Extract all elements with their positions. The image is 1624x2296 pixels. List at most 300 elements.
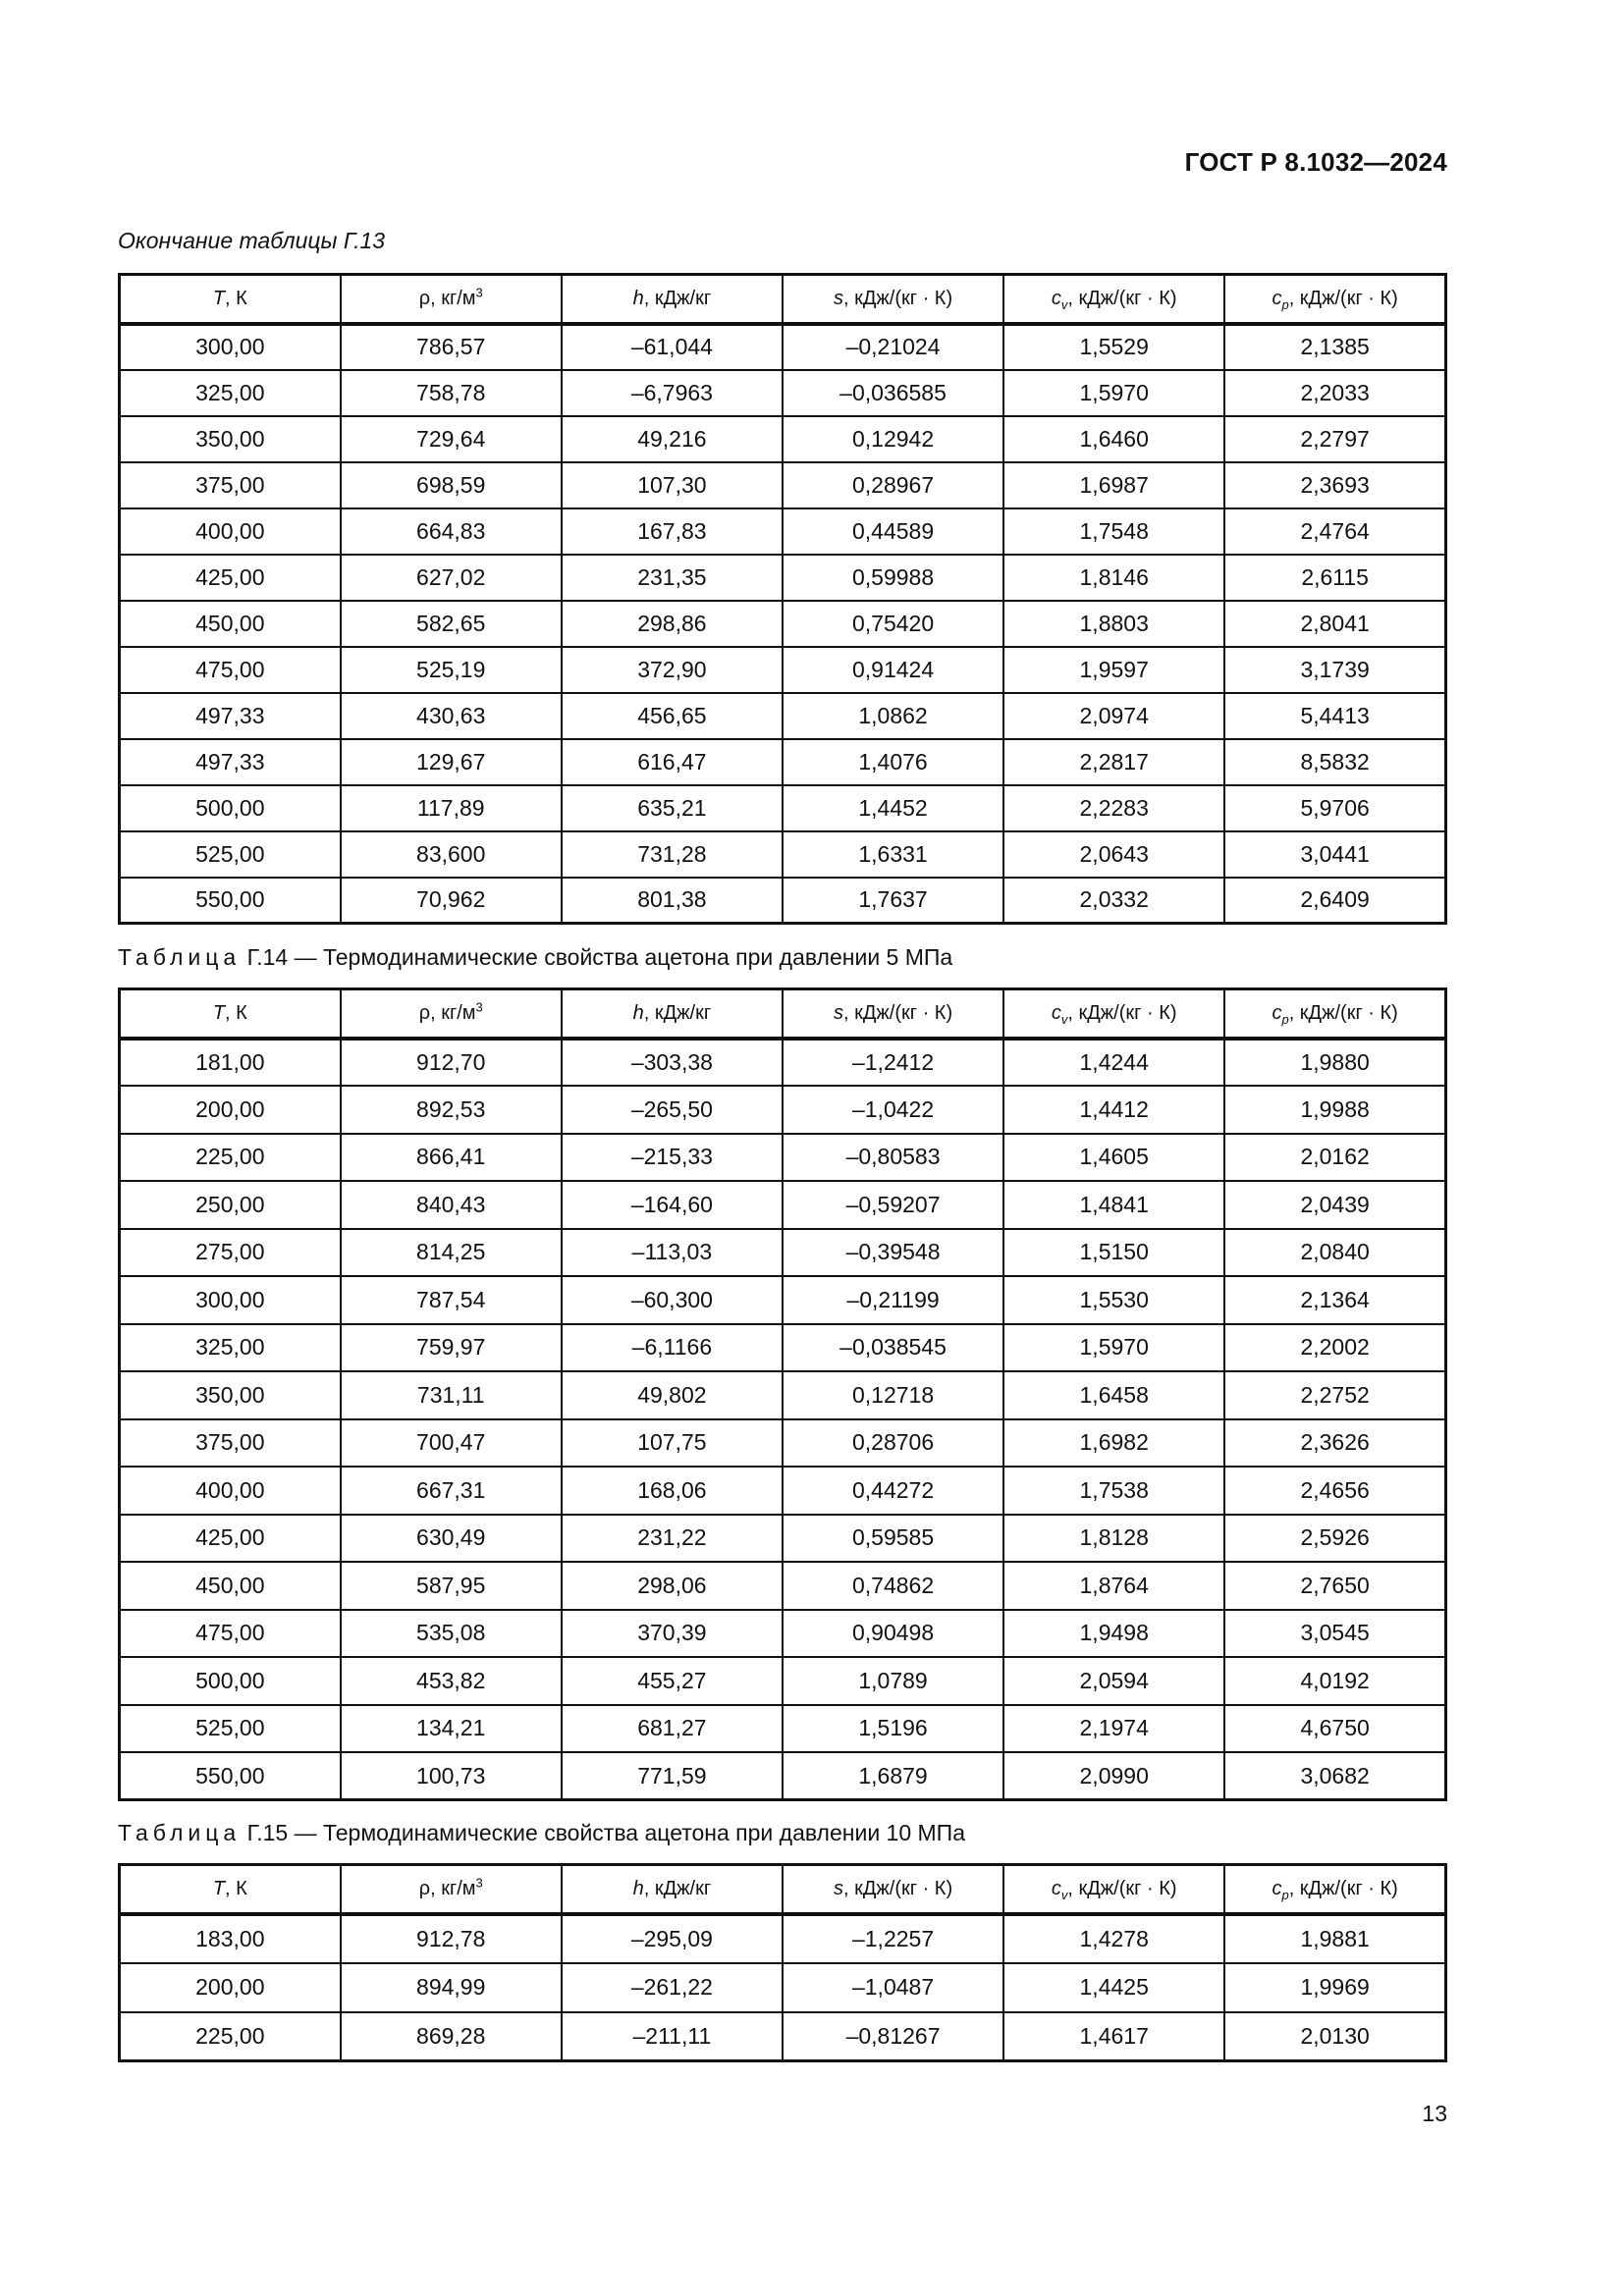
cell-s: 0,59585 — [783, 1515, 1003, 1563]
cell-cv: 1,9498 — [1003, 1610, 1224, 1658]
cell-h: 231,35 — [562, 555, 783, 601]
cell-T: 183,00 — [120, 1914, 341, 1963]
col-symbol: T — [212, 287, 226, 309]
cell-h: 49,802 — [562, 1371, 783, 1419]
table-row — [120, 1752, 1446, 1800]
col-superscript: 3 — [475, 999, 483, 1015]
cell-s: –1,2412 — [783, 1039, 1003, 1087]
cell-rho: 129,67 — [341, 739, 562, 785]
cell-h: 771,59 — [562, 1752, 783, 1800]
cell-h: 731,28 — [562, 831, 783, 878]
cell-rho: 430,63 — [341, 693, 562, 739]
col-header-cp — [1224, 1865, 1445, 1914]
col-header-cv — [1003, 989, 1224, 1039]
cell-T: 450,00 — [120, 1562, 341, 1610]
cell-cv: 1,5970 — [1003, 1324, 1224, 1372]
cell-cp: 2,6115 — [1224, 555, 1445, 601]
cell-cv: 1,7538 — [1003, 1467, 1224, 1515]
cell-cp: 2,6409 — [1224, 878, 1445, 924]
col-unit: , кДж/(кг · К) — [842, 1877, 953, 1899]
document-code: ГОСТ Р 8.1032—2024 — [1184, 147, 1447, 177]
table-row — [120, 416, 1446, 462]
cell-cp: 5,4413 — [1224, 693, 1445, 739]
cell-cv: 1,4617 — [1003, 2012, 1224, 2061]
cell-s: 0,91424 — [783, 647, 1003, 693]
table-row — [120, 1181, 1446, 1229]
cell-h: –113,03 — [562, 1229, 783, 1277]
table13 — [118, 273, 1447, 925]
cell-h: 298,06 — [562, 1562, 783, 1610]
cell-rho: 587,95 — [341, 1562, 562, 1610]
cell-h: –61,044 — [562, 324, 783, 370]
table14-caption-prefix: Таблица — [118, 944, 242, 970]
cell-T: 425,00 — [120, 1515, 341, 1563]
table-row — [120, 1086, 1446, 1134]
col-symbol: h — [632, 287, 644, 309]
cell-cp: 2,4764 — [1224, 508, 1445, 555]
col-unit: , кг/м — [430, 287, 476, 309]
cell-h: 107,30 — [562, 462, 783, 508]
cell-rho: 758,78 — [341, 370, 562, 416]
cell-h: 167,83 — [562, 508, 783, 555]
cell-rho: 814,25 — [341, 1229, 562, 1277]
cell-s: –0,038545 — [783, 1324, 1003, 1372]
cell-cv: 1,8803 — [1003, 601, 1224, 647]
cell-h: 168,06 — [562, 1467, 783, 1515]
cell-cv: 1,4244 — [1003, 1039, 1224, 1087]
cell-cv: 1,5970 — [1003, 370, 1224, 416]
cell-h: –265,50 — [562, 1086, 783, 1134]
cell-cv: 1,8764 — [1003, 1562, 1224, 1610]
cell-s: –1,2257 — [783, 1914, 1003, 1963]
col-symbol: h — [632, 1877, 644, 1899]
cell-cp: 2,5926 — [1224, 1515, 1445, 1563]
table13-caption: Окончание таблицы Г.13 — [118, 228, 386, 253]
table-row — [120, 555, 1446, 601]
col-header-cp — [1224, 275, 1445, 324]
page-number: 13 — [1422, 2101, 1447, 2126]
cell-rho: 582,65 — [341, 601, 562, 647]
table-row — [120, 1134, 1446, 1182]
col-unit: , К — [225, 287, 247, 309]
table-row — [120, 1705, 1446, 1753]
cell-cv: 1,4278 — [1003, 1914, 1224, 1963]
cell-cp: 2,4656 — [1224, 1467, 1445, 1515]
table-row — [120, 693, 1446, 739]
cell-T: 300,00 — [120, 324, 341, 370]
table-row — [120, 1276, 1446, 1324]
col-unit: , кДж/кг — [643, 287, 712, 309]
col-unit: , кДж/кг — [643, 1001, 712, 1024]
cell-s: –0,81267 — [783, 2012, 1003, 2061]
cell-cv: 1,5150 — [1003, 1229, 1224, 1277]
col-symbol: c — [1272, 1877, 1282, 1899]
cell-cv: 2,0974 — [1003, 693, 1224, 739]
cell-h: 231,22 — [562, 1515, 783, 1563]
col-subscript: p — [1281, 1011, 1289, 1027]
cell-s: –1,0422 — [783, 1086, 1003, 1134]
cell-T: 375,00 — [120, 462, 341, 508]
cell-h: 372,90 — [562, 647, 783, 693]
col-header-rho — [341, 1865, 562, 1914]
cell-T: 425,00 — [120, 555, 341, 601]
cell-cv: 1,6987 — [1003, 462, 1224, 508]
cell-rho: 786,57 — [341, 324, 562, 370]
cell-rho: 630,49 — [341, 1515, 562, 1563]
col-header-h — [562, 989, 783, 1039]
col-header-cv — [1003, 275, 1224, 324]
col-header-s — [783, 1865, 1003, 1914]
cell-T: 400,00 — [120, 1467, 341, 1515]
table-row — [120, 1419, 1446, 1468]
table-row — [120, 1324, 1446, 1372]
cell-T: 500,00 — [120, 785, 341, 831]
col-header-rho — [341, 989, 562, 1039]
cell-s: –0,21024 — [783, 324, 1003, 370]
cell-h: –215,33 — [562, 1134, 783, 1182]
col-header-T — [120, 1865, 341, 1914]
cell-cp: 1,9880 — [1224, 1039, 1445, 1087]
table15-caption-prefix: Таблица — [118, 1820, 242, 1845]
cell-h: –211,11 — [562, 2012, 783, 2061]
cell-s: 0,75420 — [783, 601, 1003, 647]
cell-cp: 5,9706 — [1224, 785, 1445, 831]
table15-caption-text: Г.15 — Термодинамические свойства ацетона при давлении 10 МПа — [246, 1820, 966, 1845]
table-row — [120, 1229, 1446, 1277]
cell-s: –0,036585 — [783, 370, 1003, 416]
cell-cp: 2,0439 — [1224, 1181, 1445, 1229]
cell-cv: 1,8146 — [1003, 555, 1224, 601]
col-symbol: c — [1272, 1001, 1282, 1024]
cell-T: 525,00 — [120, 831, 341, 878]
table14-caption — [118, 944, 952, 971]
cell-s: 0,59988 — [783, 555, 1003, 601]
cell-cv: 1,5530 — [1003, 1276, 1224, 1324]
cell-cv: 2,0594 — [1003, 1657, 1224, 1705]
cell-cp: 2,1385 — [1224, 324, 1445, 370]
cell-cv: 1,4605 — [1003, 1134, 1224, 1182]
table-row — [120, 1914, 1446, 1963]
cell-cp: 4,6750 — [1224, 1705, 1445, 1753]
cell-cp: 2,1364 — [1224, 1276, 1445, 1324]
cell-h: –164,60 — [562, 1181, 783, 1229]
col-unit: , кДж/(кг · К) — [842, 1001, 953, 1024]
col-header-cp — [1224, 989, 1445, 1039]
table-row — [120, 1371, 1446, 1419]
col-unit: , кДж/(кг · К) — [1067, 1001, 1177, 1024]
col-header-rho — [341, 275, 562, 324]
cell-cp: 1,9881 — [1224, 1914, 1445, 1963]
cell-cv: 1,9597 — [1003, 647, 1224, 693]
cell-h: –6,7963 — [562, 370, 783, 416]
cell-T: 200,00 — [120, 1963, 341, 2012]
cell-cp: 2,0130 — [1224, 2012, 1445, 2061]
cell-s: 0,12718 — [783, 1371, 1003, 1419]
cell-h: 298,86 — [562, 601, 783, 647]
col-symbol: c — [1051, 287, 1061, 309]
table-row — [120, 1963, 1446, 2012]
col-superscript: 3 — [475, 1875, 483, 1891]
table-row — [120, 785, 1446, 831]
table-row — [120, 831, 1446, 878]
cell-T: 400,00 — [120, 508, 341, 555]
col-header-T — [120, 989, 341, 1039]
table-row — [120, 2012, 1446, 2061]
table-row — [120, 647, 1446, 693]
cell-rho: 866,41 — [341, 1134, 562, 1182]
table-row — [120, 1562, 1446, 1610]
table-row — [120, 878, 1446, 924]
col-symbol: ρ — [418, 1001, 431, 1024]
cell-cp: 2,3626 — [1224, 1419, 1445, 1468]
cell-rho: 117,89 — [341, 785, 562, 831]
cell-s: 0,90498 — [783, 1610, 1003, 1658]
cell-cp: 2,2797 — [1224, 416, 1445, 462]
cell-cv: 2,0990 — [1003, 1752, 1224, 1800]
cell-cv: 2,0643 — [1003, 831, 1224, 878]
cell-h: 107,75 — [562, 1419, 783, 1468]
table14-caption-text: Г.14 — Термодинамические свойства ацетона при давлении 5 МПа — [246, 944, 953, 970]
cell-cv: 1,4841 — [1003, 1181, 1224, 1229]
cell-s: 0,28706 — [783, 1419, 1003, 1468]
table-row — [120, 1657, 1446, 1705]
cell-rho: 100,73 — [341, 1752, 562, 1800]
header-row — [120, 989, 1446, 1039]
cell-s: 0,74862 — [783, 1562, 1003, 1610]
cell-T: 350,00 — [120, 416, 341, 462]
cell-s: 1,4452 — [783, 785, 1003, 831]
cell-T: 497,33 — [120, 693, 341, 739]
col-unit: , кДж/(кг · К) — [1288, 1877, 1398, 1899]
cell-rho: 83,600 — [341, 831, 562, 878]
cell-s: 0,44589 — [783, 508, 1003, 555]
cell-s: 1,0862 — [783, 693, 1003, 739]
cell-s: 1,4076 — [783, 739, 1003, 785]
table15-caption — [118, 1820, 965, 1846]
cell-T: 300,00 — [120, 1276, 341, 1324]
cell-rho: 731,11 — [341, 1371, 562, 1419]
cell-T: 275,00 — [120, 1229, 341, 1277]
cell-rho: 134,21 — [341, 1705, 562, 1753]
table-row — [120, 324, 1446, 370]
col-unit: , кДж/(кг · К) — [1288, 287, 1398, 309]
col-header-s — [783, 275, 1003, 324]
cell-h: 635,21 — [562, 785, 783, 831]
cell-cv: 1,4412 — [1003, 1086, 1224, 1134]
cell-cp: 3,0441 — [1224, 831, 1445, 878]
cell-s: 1,0789 — [783, 1657, 1003, 1705]
cell-T: 225,00 — [120, 1134, 341, 1182]
cell-T: 325,00 — [120, 1324, 341, 1372]
cell-rho: 840,43 — [341, 1181, 562, 1229]
cell-rho: 535,08 — [341, 1610, 562, 1658]
cell-T: 497,33 — [120, 739, 341, 785]
table14 — [118, 988, 1447, 1801]
col-header-h — [562, 275, 783, 324]
cell-h: 681,27 — [562, 1705, 783, 1753]
cell-T: 475,00 — [120, 1610, 341, 1658]
cell-cp: 2,7650 — [1224, 1562, 1445, 1610]
col-subscript: p — [1281, 296, 1289, 312]
cell-rho: 729,64 — [341, 416, 562, 462]
cell-cp: 4,0192 — [1224, 1657, 1445, 1705]
header-row — [120, 1865, 1446, 1914]
col-subscript: v — [1060, 1887, 1068, 1902]
cell-cp: 3,0682 — [1224, 1752, 1445, 1800]
col-symbol: c — [1272, 287, 1282, 309]
cell-cv: 2,0332 — [1003, 878, 1224, 924]
cell-h: 616,47 — [562, 739, 783, 785]
cell-cp: 3,0545 — [1224, 1610, 1445, 1658]
cell-cv: 1,6458 — [1003, 1371, 1224, 1419]
cell-h: –6,1166 — [562, 1324, 783, 1372]
cell-T: 525,00 — [120, 1705, 341, 1753]
table-row — [120, 739, 1446, 785]
col-symbol: s — [833, 1001, 843, 1024]
col-symbol: ρ — [418, 1877, 431, 1899]
cell-T: 550,00 — [120, 1752, 341, 1800]
cell-rho: 525,19 — [341, 647, 562, 693]
col-symbol: s — [833, 1877, 843, 1899]
cell-cv: 1,8128 — [1003, 1515, 1224, 1563]
table-row — [120, 1515, 1446, 1563]
cell-rho: 912,78 — [341, 1914, 562, 1963]
cell-s: 1,5196 — [783, 1705, 1003, 1753]
col-unit: , кДж/(кг · К) — [1067, 1877, 1177, 1899]
cell-s: 0,12942 — [783, 416, 1003, 462]
cell-T: 475,00 — [120, 647, 341, 693]
cell-cp: 2,2033 — [1224, 370, 1445, 416]
cell-rho: 698,59 — [341, 462, 562, 508]
cell-T: 225,00 — [120, 2012, 341, 2061]
table-row — [120, 508, 1446, 555]
cell-T: 375,00 — [120, 1419, 341, 1468]
cell-rho: 892,53 — [341, 1086, 562, 1134]
cell-cp: 2,2002 — [1224, 1324, 1445, 1372]
table-row — [120, 601, 1446, 647]
cell-T: 350,00 — [120, 1371, 341, 1419]
cell-cv: 1,4425 — [1003, 1963, 1224, 2012]
col-header-s — [783, 989, 1003, 1039]
cell-h: 455,27 — [562, 1657, 783, 1705]
cell-cp: 2,0162 — [1224, 1134, 1445, 1182]
cell-T: 450,00 — [120, 601, 341, 647]
cell-s: –0,39548 — [783, 1229, 1003, 1277]
col-unit: , К — [225, 1877, 247, 1899]
cell-s: –0,80583 — [783, 1134, 1003, 1182]
cell-s: 0,44272 — [783, 1467, 1003, 1515]
col-subscript: v — [1060, 296, 1068, 312]
cell-rho: 787,54 — [341, 1276, 562, 1324]
col-header-cv — [1003, 1865, 1224, 1914]
cell-cp: 1,9969 — [1224, 1963, 1445, 2012]
cell-T: 325,00 — [120, 370, 341, 416]
col-symbol: s — [833, 287, 843, 309]
col-header-h — [562, 1865, 783, 1914]
col-symbol: T — [212, 1877, 226, 1899]
col-subscript: p — [1281, 1887, 1289, 1902]
cell-h: 801,38 — [562, 878, 783, 924]
cell-s: 1,6879 — [783, 1752, 1003, 1800]
cell-rho: 912,70 — [341, 1039, 562, 1087]
col-symbol: c — [1051, 1001, 1061, 1024]
cell-cp: 2,0840 — [1224, 1229, 1445, 1277]
cell-s: –0,59207 — [783, 1181, 1003, 1229]
col-unit: , кДж/(кг · К) — [842, 287, 953, 309]
col-unit: , кг/м — [430, 1001, 476, 1024]
cell-cp: 8,5832 — [1224, 739, 1445, 785]
col-header-T — [120, 275, 341, 324]
cell-rho: 759,97 — [341, 1324, 562, 1372]
cell-cp: 1,9988 — [1224, 1086, 1445, 1134]
cell-cv: 1,7548 — [1003, 508, 1224, 555]
table15 — [118, 1863, 1447, 2062]
table-row — [120, 1039, 1446, 1087]
cell-rho: 627,02 — [341, 555, 562, 601]
cell-rho: 667,31 — [341, 1467, 562, 1515]
cell-cp: 3,1739 — [1224, 647, 1445, 693]
cell-cv: 1,5529 — [1003, 324, 1224, 370]
col-unit: , кДж/кг — [643, 1877, 712, 1899]
cell-h: 456,65 — [562, 693, 783, 739]
col-symbol: c — [1051, 1877, 1061, 1899]
cell-T: 200,00 — [120, 1086, 341, 1134]
col-unit: , кДж/(кг · К) — [1067, 287, 1177, 309]
cell-h: 49,216 — [562, 416, 783, 462]
table-row — [120, 1467, 1446, 1515]
cell-s: 0,28967 — [783, 462, 1003, 508]
cell-h: –60,300 — [562, 1276, 783, 1324]
cell-s: 1,6331 — [783, 831, 1003, 878]
header-row — [120, 275, 1446, 324]
cell-T: 550,00 — [120, 878, 341, 924]
cell-T: 181,00 — [120, 1039, 341, 1087]
cell-rho: 869,28 — [341, 2012, 562, 2061]
table-row — [120, 370, 1446, 416]
col-symbol: ρ — [418, 287, 431, 309]
cell-cp: 2,2752 — [1224, 1371, 1445, 1419]
cell-s: –1,0487 — [783, 1963, 1003, 2012]
cell-cp: 2,3693 — [1224, 462, 1445, 508]
cell-cv: 1,6460 — [1003, 416, 1224, 462]
cell-T: 250,00 — [120, 1181, 341, 1229]
col-unit: , кг/м — [430, 1877, 476, 1899]
cell-h: 370,39 — [562, 1610, 783, 1658]
cell-rho: 700,47 — [341, 1419, 562, 1468]
cell-h: –295,09 — [562, 1914, 783, 1963]
cell-cp: 2,8041 — [1224, 601, 1445, 647]
cell-cv: 2,2817 — [1003, 739, 1224, 785]
cell-h: –261,22 — [562, 1963, 783, 2012]
col-unit: , кДж/(кг · К) — [1288, 1001, 1398, 1024]
cell-s: –0,21199 — [783, 1276, 1003, 1324]
table-row — [120, 462, 1446, 508]
cell-T: 500,00 — [120, 1657, 341, 1705]
cell-rho: 453,82 — [341, 1657, 562, 1705]
col-unit: , К — [225, 1001, 247, 1024]
col-subscript: v — [1060, 1011, 1068, 1027]
cell-rho: 664,83 — [341, 508, 562, 555]
cell-s: 1,7637 — [783, 878, 1003, 924]
cell-cv: 1,6982 — [1003, 1419, 1224, 1468]
cell-rho: 894,99 — [341, 1963, 562, 2012]
cell-cv: 2,1974 — [1003, 1705, 1224, 1753]
cell-h: –303,38 — [562, 1039, 783, 1087]
cell-rho: 70,962 — [341, 878, 562, 924]
col-superscript: 3 — [475, 285, 483, 300]
cell-cv: 2,2283 — [1003, 785, 1224, 831]
col-symbol: h — [632, 1001, 644, 1024]
